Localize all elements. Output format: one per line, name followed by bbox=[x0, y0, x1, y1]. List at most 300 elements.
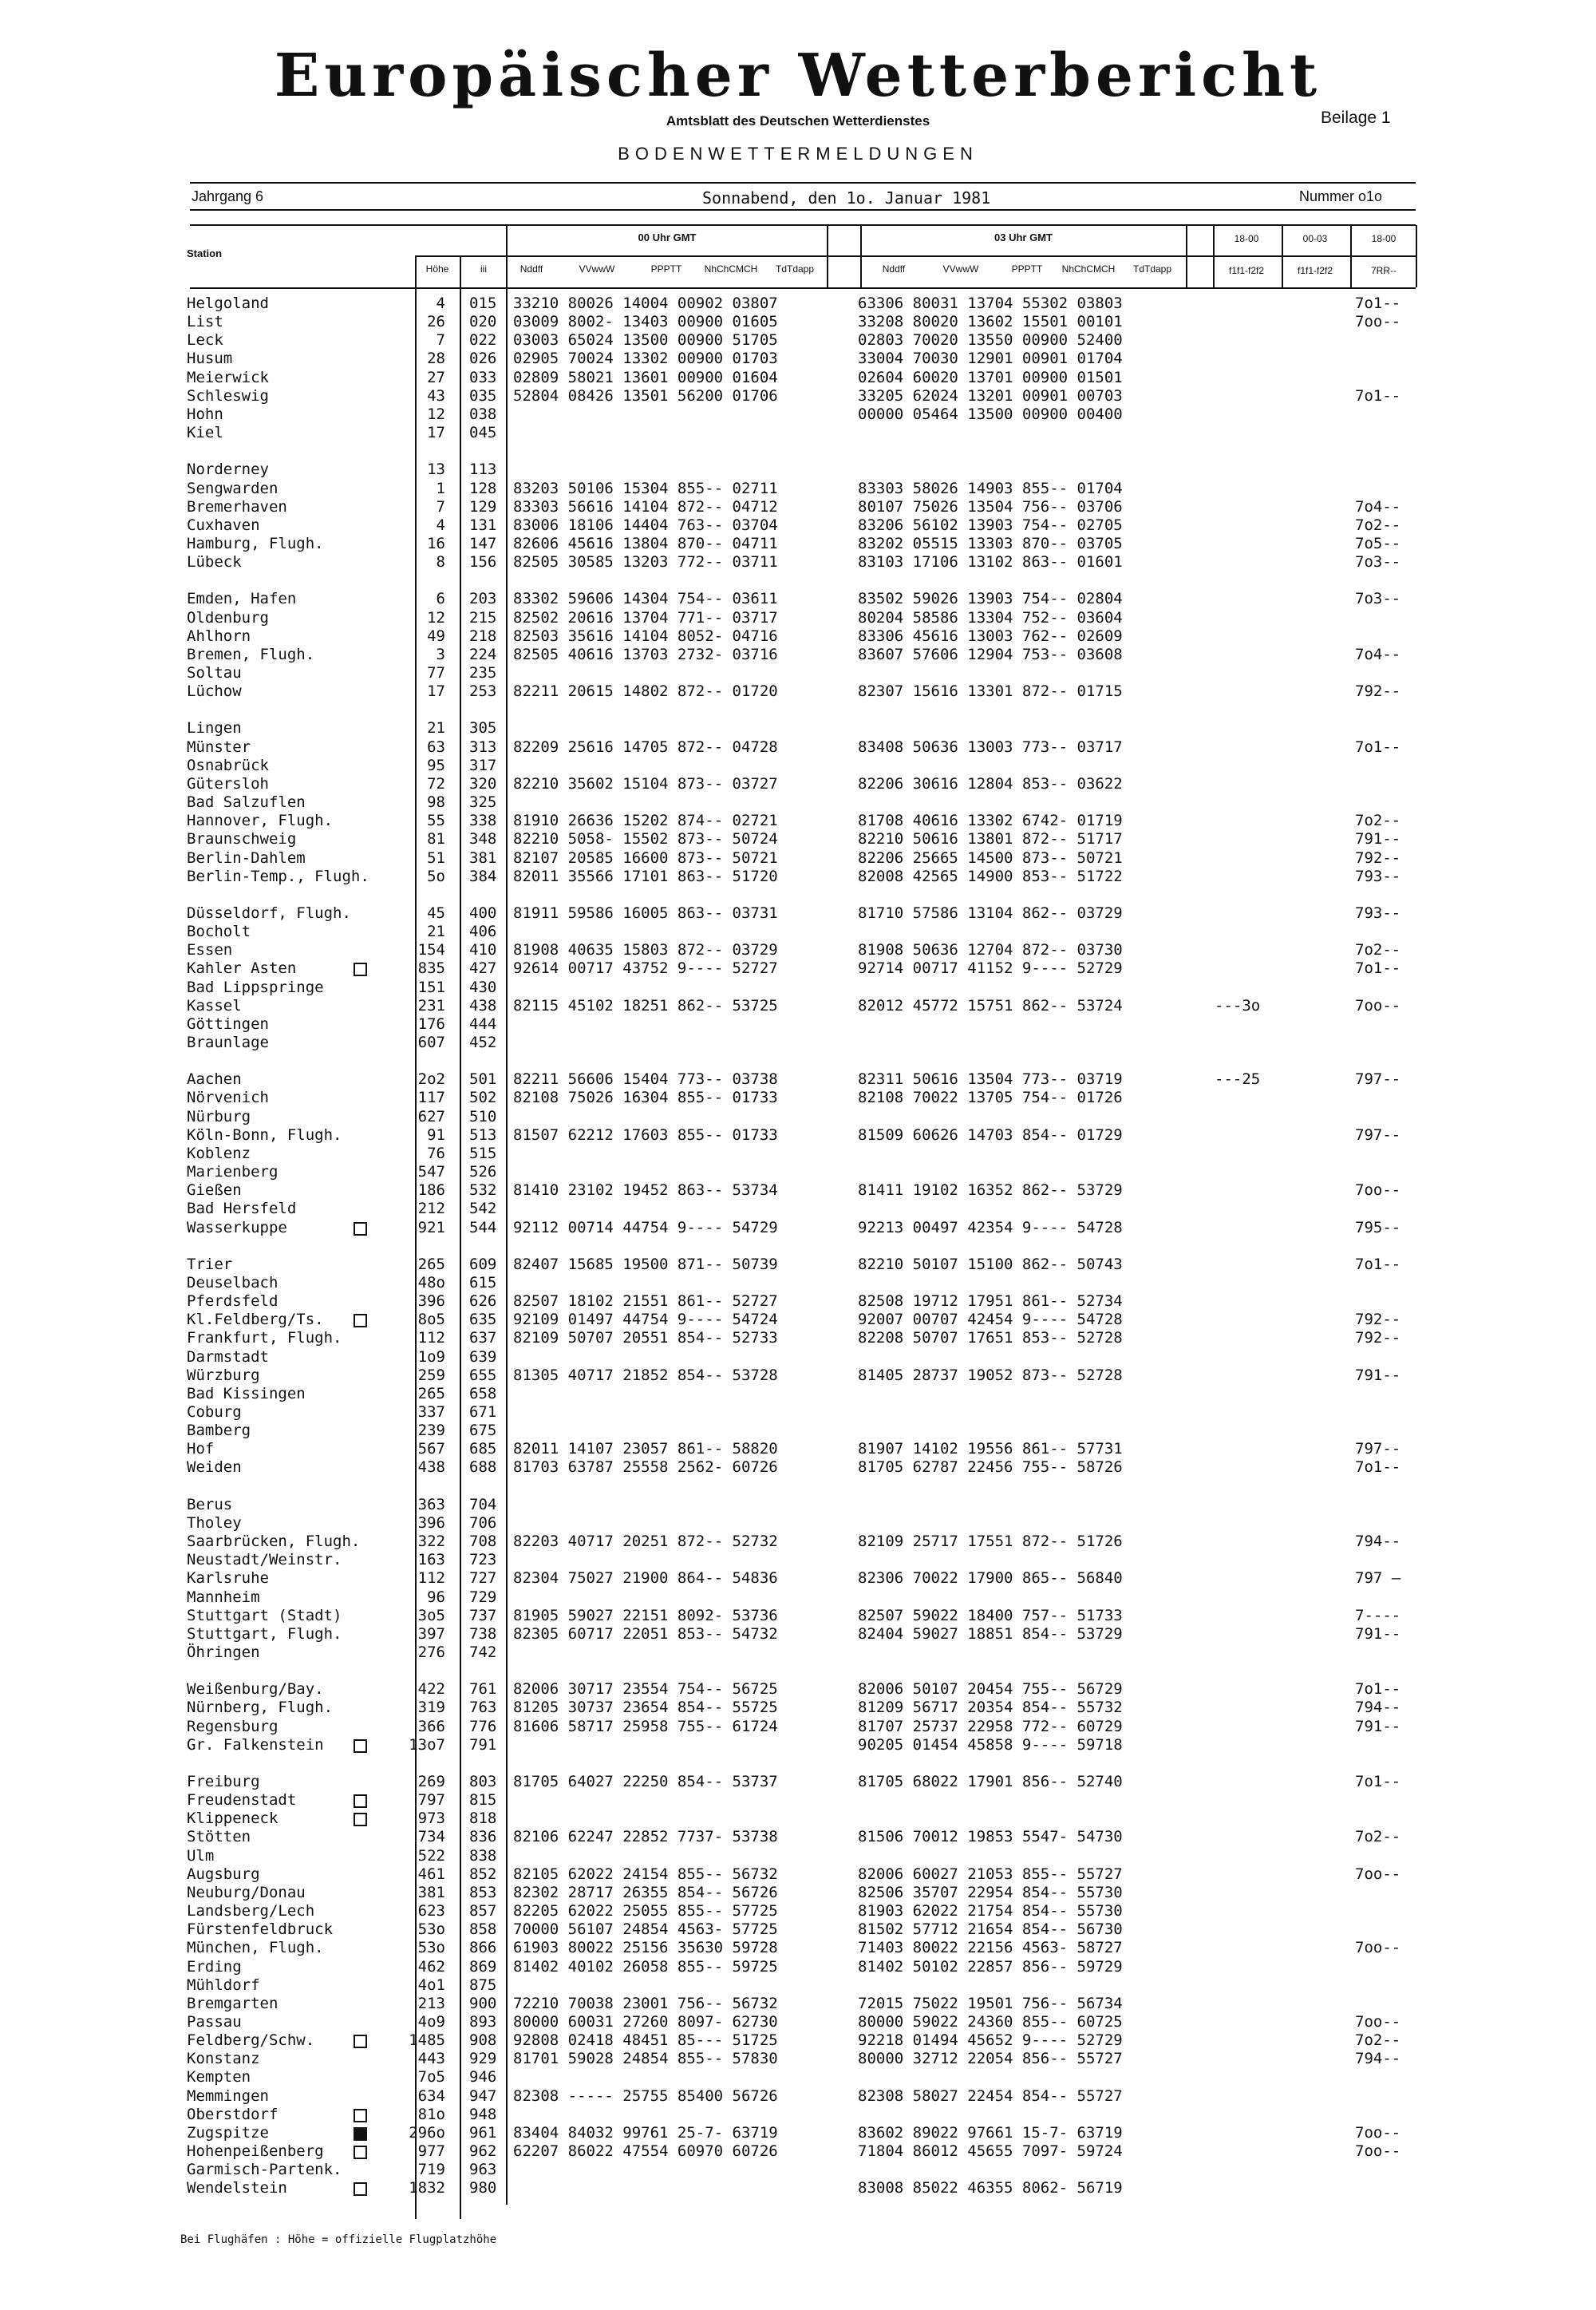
obs-03-gmt: 80000 32712 22054 856-- 55727 bbox=[858, 2050, 1123, 2068]
station-code: 723 bbox=[469, 1551, 497, 1569]
station-name: Freudenstadt bbox=[187, 1791, 297, 1810]
obs-00-gmt: 81910 26636 15202 874-- 02721 bbox=[513, 812, 778, 830]
station-height: 117 bbox=[417, 1089, 445, 1107]
station-code: 852 bbox=[469, 1865, 497, 1883]
obs-03-gmt: 83303 58026 14903 855-- 01704 bbox=[858, 479, 1123, 497]
station-height: 53o bbox=[417, 1939, 445, 1957]
station-height: 462 bbox=[417, 1957, 445, 1976]
station-name: Sengwarden bbox=[187, 479, 279, 497]
station-height: 4 bbox=[436, 295, 445, 312]
station-height: 12 bbox=[427, 608, 445, 627]
obs-03-gmt: 02803 70020 13550 00900 52400 bbox=[858, 331, 1123, 350]
precip-18-00: 791-- bbox=[1355, 1624, 1401, 1643]
table-row bbox=[0, 1773, 1596, 1791]
station-name: Lübeck bbox=[187, 553, 242, 572]
precip-18-00: 7o2-- bbox=[1355, 941, 1401, 959]
station-code: 635 bbox=[469, 1311, 497, 1329]
obs-00-gmt: 82006 30717 23554 754-- 56725 bbox=[513, 1680, 778, 1699]
station-height: 322 bbox=[417, 1533, 445, 1551]
station-code: 438 bbox=[469, 996, 497, 1015]
obs-03-gmt: 83206 56102 13903 754-- 02705 bbox=[858, 516, 1123, 534]
station-name: Nürburg bbox=[187, 1107, 251, 1125]
col-iii-head: iii bbox=[480, 263, 487, 275]
subtitle: Amtsblatt des Deutschen Wetterdienstes bbox=[666, 113, 930, 129]
table-row bbox=[0, 1385, 1596, 1403]
station-height: 112 bbox=[417, 1569, 445, 1588]
station-name: Düsseldorf, Flugh. bbox=[187, 904, 351, 922]
station-code: 317 bbox=[469, 756, 497, 774]
sub-head-00: NhChCMCH bbox=[704, 263, 758, 275]
station-name: Memmingen bbox=[187, 2087, 269, 2105]
station-height: 422 bbox=[417, 1680, 445, 1699]
obs-03-gmt: 83008 85022 46355 8062- 56719 bbox=[858, 2179, 1123, 2197]
precip-18-00: 7o3-- bbox=[1355, 553, 1401, 572]
station-code: 313 bbox=[469, 738, 497, 756]
station-code: 452 bbox=[469, 1034, 497, 1051]
station-height: 396 bbox=[417, 1513, 445, 1532]
station-code: 655 bbox=[469, 1366, 497, 1384]
station-name: Mühldorf bbox=[187, 1976, 260, 1994]
obs-00-gmt: 81905 59027 22151 8092- 53736 bbox=[513, 1606, 778, 1624]
station-name: Husum bbox=[187, 350, 233, 368]
station-name: Marienberg bbox=[187, 1163, 279, 1181]
station-name: Braunlage bbox=[187, 1034, 269, 1051]
station-height: 53o bbox=[417, 1920, 445, 1939]
obs-00-gmt: 03009 8002- 13403 00900 01605 bbox=[513, 313, 778, 331]
station-name: Konstanz bbox=[187, 2050, 260, 2068]
station-height: 396 bbox=[417, 1292, 445, 1311]
obs-00-gmt: 82211 20615 14802 872-- 01720 bbox=[513, 682, 778, 701]
station-code: 338 bbox=[469, 812, 497, 830]
precip-18-00: 7o1-- bbox=[1355, 1458, 1401, 1477]
station-name: Gr. Falkenstein bbox=[187, 1735, 324, 1754]
table-row bbox=[0, 868, 1596, 886]
rule-col bbox=[1186, 225, 1187, 287]
station-code: 253 bbox=[469, 682, 497, 701]
station-name: Bocholt bbox=[187, 923, 251, 941]
obs-00-gmt: 82011 35566 17101 863-- 51720 bbox=[513, 867, 778, 885]
station-height: 265 bbox=[417, 1255, 445, 1273]
station-name: Kahler Asten bbox=[187, 959, 297, 978]
table-row bbox=[0, 1292, 1596, 1311]
table-row bbox=[0, 1995, 1596, 2013]
obs-03-gmt: 82206 25665 14500 873-- 50721 bbox=[858, 848, 1123, 867]
station-height: 176 bbox=[417, 1015, 445, 1033]
obs-00-gmt: 81305 40717 21852 854-- 53728 bbox=[513, 1366, 778, 1384]
obs-03-gmt: 81708 40616 13302 6742- 01719 bbox=[858, 812, 1123, 830]
station-height: 1485 bbox=[409, 2031, 445, 2050]
precip-18-00: 7oo-- bbox=[1355, 996, 1401, 1015]
table-row bbox=[0, 1884, 1596, 1902]
table-row bbox=[0, 1367, 1596, 1385]
obs-03-gmt: 81209 56717 20354 854-- 55732 bbox=[858, 1699, 1123, 1717]
precip-18-00: 797-- bbox=[1355, 1440, 1401, 1458]
table-row bbox=[0, 2068, 1596, 2087]
station-code: 532 bbox=[469, 1181, 497, 1200]
station-name: Coburg bbox=[187, 1403, 242, 1421]
gust-18-00: ---25 bbox=[1215, 1070, 1261, 1089]
precip-18-00: 7o1-- bbox=[1355, 386, 1401, 405]
obs-03-gmt: 92007 00707 42454 9---- 54728 bbox=[858, 1311, 1123, 1329]
precip-18-00: 791-- bbox=[1355, 830, 1401, 848]
station-height: 112 bbox=[417, 1329, 445, 1347]
table-row bbox=[0, 682, 1596, 701]
station-code: 020 bbox=[469, 313, 497, 331]
obs-03-gmt: 82507 59022 18400 757-- 51733 bbox=[858, 1606, 1123, 1624]
precip-18-00: 7o3-- bbox=[1355, 590, 1401, 608]
station-height: 259 bbox=[417, 1366, 445, 1384]
precip-18-00: 7o2-- bbox=[1355, 2031, 1401, 2050]
station-code: 729 bbox=[469, 1588, 497, 1606]
precip-18-00: 7o1-- bbox=[1355, 1773, 1401, 1790]
table-row bbox=[0, 2179, 1596, 2197]
table-row bbox=[0, 1920, 1596, 1939]
obs-03-gmt: 90205 01454 45858 9---- 59718 bbox=[858, 1735, 1123, 1754]
station-height: 5o bbox=[427, 867, 445, 885]
station-code: 513 bbox=[469, 1125, 497, 1144]
station-name: Garmisch-Partenk. bbox=[187, 2161, 342, 2179]
precip-18-00: 793-- bbox=[1355, 867, 1401, 885]
station-code: 626 bbox=[469, 1292, 497, 1311]
station-height: 28 bbox=[427, 350, 445, 368]
sub-head-03: PPPTT bbox=[1011, 263, 1043, 275]
station-name: List bbox=[187, 313, 223, 331]
station-name: Feldberg/Schw. bbox=[187, 2031, 315, 2050]
station-name: Frankfurt, Flugh. bbox=[187, 1329, 342, 1347]
precip-18-00: 795-- bbox=[1355, 1218, 1401, 1236]
station-height: 239 bbox=[417, 1422, 445, 1440]
station-height: 522 bbox=[417, 1846, 445, 1865]
station-height: 49 bbox=[427, 627, 445, 645]
table-row bbox=[0, 1403, 1596, 1422]
station-code: 866 bbox=[469, 1939, 497, 1957]
station-name: Landsberg/Lech bbox=[187, 1902, 315, 1920]
jahrgang: Jahrgang 6 bbox=[192, 188, 264, 204]
station-name: Trier bbox=[187, 1255, 233, 1273]
station-name: Darmstadt bbox=[187, 1347, 269, 1366]
station-name: Hannover, Flugh. bbox=[187, 812, 334, 830]
obs-00-gmt: 82011 14107 23057 861-- 58820 bbox=[513, 1440, 778, 1458]
col-hoehe-head: Höhe bbox=[425, 263, 449, 275]
station-height: 265 bbox=[417, 1384, 445, 1402]
precip-18-00: 7o2-- bbox=[1355, 516, 1401, 534]
table-row bbox=[0, 405, 1596, 424]
open-square-icon bbox=[354, 1794, 367, 1808]
station-code: 544 bbox=[469, 1218, 497, 1236]
station-height: 3 bbox=[436, 645, 445, 663]
issue-number: Nummer o1o bbox=[1299, 188, 1383, 204]
right-sub-3: 7RR-- bbox=[1371, 265, 1396, 276]
obs-03-gmt: 83502 59026 13903 754-- 02804 bbox=[858, 590, 1123, 608]
precip-18-00: 7o1-- bbox=[1355, 1680, 1401, 1699]
table-row bbox=[0, 590, 1596, 608]
obs-00-gmt: 81705 64027 22250 854-- 53737 bbox=[513, 1773, 778, 1790]
station-height: 276 bbox=[417, 1643, 445, 1661]
station-name: Weiden bbox=[187, 1458, 242, 1477]
obs-03-gmt: 81710 57586 13104 862-- 03729 bbox=[858, 904, 1123, 922]
station-height: 443 bbox=[417, 2050, 445, 2068]
obs-00-gmt: 81911 59586 16005 863-- 03731 bbox=[513, 904, 778, 922]
obs-00-gmt: 02905 70024 13302 00900 01703 bbox=[513, 350, 778, 368]
obs-03-gmt: 82208 50707 17651 853-- 52728 bbox=[858, 1329, 1123, 1347]
obs-00-gmt: 81402 40102 26058 855-- 59725 bbox=[513, 1957, 778, 1976]
obs-03-gmt: 92714 00717 41152 9---- 52729 bbox=[858, 959, 1123, 978]
obs-00-gmt: 81507 62212 17603 855-- 01733 bbox=[513, 1125, 778, 1144]
obs-03-gmt: 82307 15616 13301 872-- 01715 bbox=[858, 682, 1123, 701]
rule-col bbox=[1416, 225, 1417, 287]
open-square-icon bbox=[354, 1222, 367, 1236]
station-code: 131 bbox=[469, 516, 497, 534]
table-row bbox=[0, 979, 1596, 997]
obs-00-gmt: 82308 ----- 25755 85400 56726 bbox=[513, 2087, 778, 2105]
station-code: 685 bbox=[469, 1440, 497, 1458]
station-height: 43 bbox=[427, 386, 445, 405]
obs-03-gmt: 81705 62787 22456 755-- 58726 bbox=[858, 1458, 1123, 1477]
table-row bbox=[0, 1108, 1596, 1126]
obs-00-gmt: 81908 40635 15803 872-- 03729 bbox=[513, 941, 778, 959]
obs-00-gmt: 83302 59606 14304 754-- 03611 bbox=[513, 590, 778, 608]
sub-head-00: TdTdapp bbox=[775, 263, 815, 275]
station-code: 857 bbox=[469, 1902, 497, 1920]
obs-03-gmt: 83602 89022 97661 15-7- 63719 bbox=[858, 2123, 1123, 2142]
station-height: 7 bbox=[436, 331, 445, 350]
station-height: 797 bbox=[417, 1791, 445, 1810]
obs-00-gmt: 83203 50106 15304 855-- 02711 bbox=[513, 479, 778, 497]
station-code: 948 bbox=[469, 2105, 497, 2123]
rule-top bbox=[190, 182, 1416, 184]
obs-00-gmt: 82108 75026 16304 855-- 01733 bbox=[513, 1089, 778, 1107]
station-height: 163 bbox=[417, 1551, 445, 1569]
table-row bbox=[0, 849, 1596, 868]
obs-03-gmt: 82008 42565 14900 853-- 51722 bbox=[858, 867, 1123, 885]
table-row bbox=[0, 1015, 1596, 1034]
station-name: Bad Hersfeld bbox=[187, 1200, 297, 1218]
obs-03-gmt: 82311 50616 13504 773-- 03719 bbox=[858, 1070, 1123, 1089]
station-name: Meierwick bbox=[187, 368, 269, 386]
table-row bbox=[0, 904, 1596, 923]
station-code: 235 bbox=[469, 664, 497, 682]
obs-03-gmt: 82206 30616 12804 853-- 03622 bbox=[858, 774, 1123, 793]
table-row bbox=[0, 1126, 1596, 1145]
obs-03-gmt: 82306 70022 17900 865-- 56840 bbox=[858, 1569, 1123, 1588]
precip-18-00: 791-- bbox=[1355, 1366, 1401, 1384]
obs-00-gmt: 82505 30585 13203 772-- 03711 bbox=[513, 553, 778, 572]
obs-00-gmt: 82210 35602 15104 873-- 03727 bbox=[513, 774, 778, 793]
station-height: 81o bbox=[417, 2105, 445, 2123]
obs-00-gmt: 80000 60031 27260 8097- 62730 bbox=[513, 2012, 778, 2031]
table-row bbox=[0, 516, 1596, 535]
obs-00-gmt: 82203 40717 20251 872-- 52732 bbox=[513, 1533, 778, 1551]
station-code: 761 bbox=[469, 1680, 497, 1699]
obs-03-gmt: 72015 75022 19501 756-- 56734 bbox=[858, 1994, 1123, 2012]
station-code: 929 bbox=[469, 2050, 497, 2068]
obs-03-gmt: 81707 25737 22958 772-- 60729 bbox=[858, 1717, 1123, 1735]
station-name: Neuburg/Donau bbox=[187, 1883, 306, 1901]
station-name: Erding bbox=[187, 1957, 242, 1976]
precip-18-00: 7oo-- bbox=[1355, 2142, 1401, 2160]
station-code: 688 bbox=[469, 1458, 497, 1477]
station-height: 337 bbox=[417, 1403, 445, 1421]
station-height: 296o bbox=[409, 2123, 445, 2142]
table-row bbox=[0, 1145, 1596, 1163]
station-code: 791 bbox=[469, 1735, 497, 1754]
station-height: 3o5 bbox=[417, 1606, 445, 1624]
station-code: 776 bbox=[469, 1717, 497, 1735]
station-height: 55 bbox=[427, 812, 445, 830]
obs-03-gmt: 83306 45616 13003 762-- 02609 bbox=[858, 627, 1123, 645]
obs-00-gmt: 82109 50707 20551 854-- 52733 bbox=[513, 1329, 778, 1347]
station-code: 727 bbox=[469, 1569, 497, 1588]
station-name: Karlsruhe bbox=[187, 1569, 269, 1588]
station-name: Deuselbach bbox=[187, 1273, 279, 1291]
obs-00-gmt: 81701 59028 24854 855-- 57830 bbox=[513, 2050, 778, 2068]
sub-head-03: NhChCMCH bbox=[1061, 263, 1116, 275]
table-row bbox=[0, 1329, 1596, 1347]
rule-sub bbox=[415, 255, 1416, 257]
station-code: 501 bbox=[469, 1070, 497, 1089]
station-height: 186 bbox=[417, 1181, 445, 1200]
precip-18-00: 792-- bbox=[1355, 1311, 1401, 1329]
station-code: 742 bbox=[469, 1643, 497, 1661]
precip-18-00: 792-- bbox=[1355, 682, 1401, 701]
station-code: 406 bbox=[469, 923, 497, 941]
station-name: Köln-Bonn, Flugh. bbox=[187, 1125, 342, 1144]
obs-03-gmt: 82006 60027 21053 855-- 55727 bbox=[858, 1865, 1123, 1883]
station-height: 6 bbox=[436, 590, 445, 608]
obs-00-gmt: 82305 60717 22051 853-- 54732 bbox=[513, 1624, 778, 1643]
obs-03-gmt: 81903 62022 21754 854-- 55730 bbox=[858, 1902, 1123, 1920]
station-height: 973 bbox=[417, 1810, 445, 1828]
station-height: 45 bbox=[427, 904, 445, 922]
station-name: Bad Salzuflen bbox=[187, 793, 306, 812]
obs-03-gmt: 80107 75026 13504 756-- 03706 bbox=[858, 497, 1123, 516]
station-code: 542 bbox=[469, 1200, 497, 1218]
table-row bbox=[0, 1588, 1596, 1607]
station-code: 963 bbox=[469, 2161, 497, 2179]
station-name: Nürnberg, Flugh. bbox=[187, 1699, 334, 1717]
table-row bbox=[0, 1070, 1596, 1089]
station-height: 2o2 bbox=[417, 1070, 445, 1089]
station-name: Kiel bbox=[187, 424, 223, 442]
station-name: Tholey bbox=[187, 1513, 242, 1532]
station-name: Emden, Hafen bbox=[187, 590, 297, 608]
station-name: Leck bbox=[187, 331, 223, 350]
station-height: 381 bbox=[417, 1883, 445, 1901]
station-height: 81 bbox=[427, 830, 445, 848]
station-name: Pferdsfeld bbox=[187, 1292, 279, 1311]
station-code: 961 bbox=[469, 2123, 497, 2142]
open-square-icon bbox=[354, 1739, 367, 1753]
table-row bbox=[0, 1219, 1596, 1237]
precip-18-00: 792-- bbox=[1355, 848, 1401, 867]
table-row bbox=[0, 369, 1596, 387]
table-row bbox=[0, 424, 1596, 442]
station-code: 384 bbox=[469, 867, 497, 885]
station-name: Kassel bbox=[187, 996, 242, 1015]
station-code: 410 bbox=[469, 941, 497, 959]
obs-00-gmt: 81205 30737 23654 854-- 55725 bbox=[513, 1699, 778, 1717]
sub-head-00: VVwwW bbox=[579, 263, 615, 275]
station-name: Hohn bbox=[187, 405, 223, 423]
station-code: 203 bbox=[469, 590, 497, 608]
obs-03-gmt: 83103 17106 13102 863-- 01601 bbox=[858, 553, 1123, 572]
station-code: 962 bbox=[469, 2142, 497, 2160]
station-height: 72 bbox=[427, 774, 445, 793]
obs-03-gmt: 63306 80031 13704 55302 03803 bbox=[858, 295, 1123, 312]
station-name: Münster bbox=[187, 738, 251, 756]
rule-header-bottom bbox=[190, 287, 1416, 289]
station-code: 033 bbox=[469, 368, 497, 386]
table-row bbox=[0, 2106, 1596, 2124]
station-code: 836 bbox=[469, 1828, 497, 1846]
precip-18-00: 797-- bbox=[1355, 1125, 1401, 1144]
precip-18-00: 7oo-- bbox=[1355, 313, 1401, 331]
obs-00-gmt: 82115 45102 18251 862-- 53725 bbox=[513, 996, 778, 1015]
precip-18-00: 797 — bbox=[1355, 1569, 1401, 1588]
obs-03-gmt: 82506 35707 22954 854-- 55730 bbox=[858, 1883, 1123, 1901]
station-name: Ahlhorn bbox=[187, 627, 251, 645]
table-row bbox=[0, 1976, 1596, 1995]
obs-03-gmt: 33205 62024 13201 00901 00703 bbox=[858, 386, 1123, 405]
table-row bbox=[0, 664, 1596, 682]
station-height: 17 bbox=[427, 424, 445, 442]
station-height: 319 bbox=[417, 1699, 445, 1717]
obs-03-gmt: 83607 57606 12904 753-- 03608 bbox=[858, 645, 1123, 663]
station-height: 734 bbox=[417, 1828, 445, 1846]
station-height: 623 bbox=[417, 1902, 445, 1920]
station-code: 900 bbox=[469, 1994, 497, 2012]
station-name: Augsburg bbox=[187, 1865, 260, 1883]
table-row bbox=[0, 997, 1596, 1015]
station-height: 835 bbox=[417, 959, 445, 978]
table-row bbox=[0, 331, 1596, 350]
station-code: 156 bbox=[469, 553, 497, 572]
station-code: 704 bbox=[469, 1495, 497, 1513]
station-code: 526 bbox=[469, 1163, 497, 1181]
sub-head-03: TdTdapp bbox=[1132, 263, 1172, 275]
station-name: Regensburg bbox=[187, 1717, 279, 1735]
obs-00-gmt: 81410 23102 19452 863-- 53734 bbox=[513, 1181, 778, 1200]
station-height: 438 bbox=[417, 1458, 445, 1477]
station-name: Zugspitze bbox=[187, 2123, 269, 2142]
table-row bbox=[0, 2142, 1596, 2161]
table-row bbox=[0, 1256, 1596, 1274]
obs-00-gmt: 92808 02418 48451 85--- 51725 bbox=[513, 2031, 778, 2050]
obs-00-gmt: 83006 18106 14404 763-- 03704 bbox=[513, 516, 778, 534]
table-row bbox=[0, 1458, 1596, 1477]
station-name: Gießen bbox=[187, 1181, 242, 1200]
obs-00-gmt: 82302 28717 26355 854-- 56726 bbox=[513, 1883, 778, 1901]
station-code: 893 bbox=[469, 2012, 497, 2031]
obs-00-gmt: 92109 01497 44754 9---- 54724 bbox=[513, 1311, 778, 1329]
station-height: 16 bbox=[427, 534, 445, 552]
open-square-icon bbox=[354, 2182, 367, 2196]
station-code: 026 bbox=[469, 350, 497, 368]
station-name: Hof bbox=[187, 1440, 215, 1458]
station-code: 325 bbox=[469, 793, 497, 812]
station-name: Berlin-Dahlem bbox=[187, 848, 306, 867]
obs-03-gmt: 81907 14102 19556 861-- 57731 bbox=[858, 1440, 1123, 1458]
precip-18-00: 7---- bbox=[1355, 1606, 1401, 1624]
open-square-icon bbox=[354, 1813, 367, 1826]
sub-head-03: Nddff bbox=[882, 263, 906, 275]
station-name: Wendelstein bbox=[187, 2179, 287, 2197]
obs-00-gmt: 82105 62022 24154 855-- 56732 bbox=[513, 1865, 778, 1883]
station-height: 8 bbox=[436, 553, 445, 572]
table-row bbox=[0, 1348, 1596, 1367]
station-code: 224 bbox=[469, 645, 497, 663]
obs-00-gmt: 82505 40616 13703 2732- 03716 bbox=[513, 645, 778, 663]
